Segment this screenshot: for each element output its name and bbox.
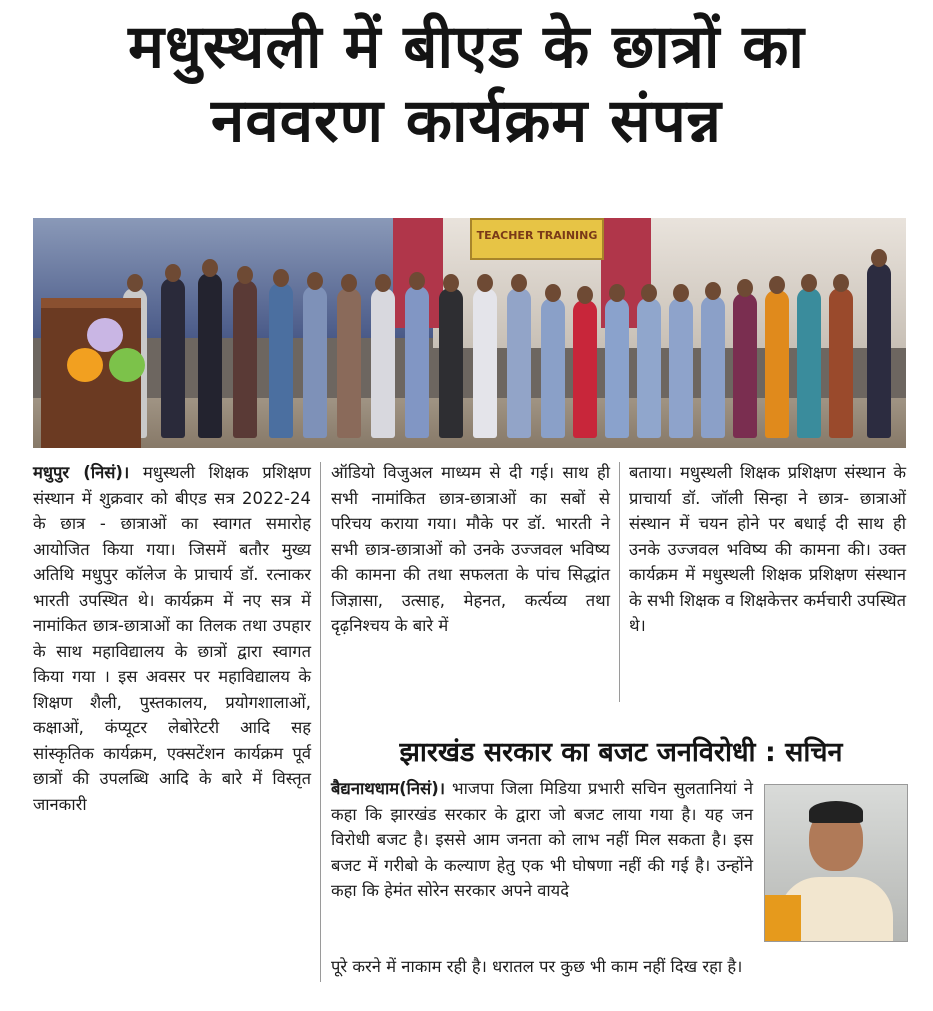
photo-person [337, 288, 361, 438]
photo-balloon [109, 348, 145, 382]
photo-person [733, 293, 757, 438]
article-dateline: मधुपुर (निसं)। [33, 463, 130, 482]
photo-person-head [833, 274, 849, 292]
column-rule [320, 462, 321, 982]
brief-body [331, 776, 753, 904]
photo-person-head [443, 274, 459, 292]
photo-person [541, 298, 565, 438]
photo-person [405, 286, 429, 438]
photo-person [198, 273, 222, 438]
photo-banner: TEACHER TRAINING [470, 218, 604, 260]
photo-person [507, 288, 531, 438]
photo-person-head [801, 274, 817, 292]
photo-person [669, 298, 693, 438]
photo-person-head [609, 284, 625, 302]
photo-person-head [673, 284, 689, 302]
photo-person [161, 278, 185, 438]
photo-person [829, 288, 853, 438]
article-column-3: बताया। मधुस्थली शिक्षक प्रशिक्षण संस्थान के प्राचार्या डॉ. जॉली सिन्हा ने छात्र- छात्राओं संस्थान में चयन होने पर बधाई दी साथ ही उनके उज्जवल भविष्य की कामना की। उक्त कार्यक्रम में मधुस्थली शिक्षक प्रशिक्षण संस्थान के सभी शिक्षक व शिक्षकेत्तर कर्मचारी उपस्थित थे। [629, 463, 906, 635]
brief-body-end: पूरे करने में नाकाम रही है। धरातल पर कुछ भी काम नहीं दिख रहा है। [331, 957, 743, 976]
photo-balloon [67, 348, 103, 382]
headline-line-1: मधुस्थली में बीएड के छात्रों का [128, 12, 805, 82]
photo-person [605, 298, 629, 438]
photo-person [269, 283, 293, 438]
photo-person-head [577, 286, 593, 304]
photo-person [473, 288, 497, 438]
brief-headline: झारखंड सरकार का बजट जनविरोधी : सचिन [399, 737, 843, 768]
photo-person-head [641, 284, 657, 302]
photo-person-head [165, 264, 181, 282]
portrait-vest [765, 895, 801, 942]
photo-person-head [127, 274, 143, 292]
photo-person [371, 288, 395, 438]
photo-person-head [375, 274, 391, 292]
photo-person-head [769, 276, 785, 294]
photo-person-head [545, 284, 561, 302]
group-photo [33, 218, 906, 448]
photo-person-head [307, 272, 323, 290]
photo-person [765, 290, 789, 438]
photo-person [637, 298, 661, 438]
article-headline [0, 10, 933, 158]
photo-person [867, 263, 891, 438]
photo-person [573, 300, 597, 438]
photo-person [233, 280, 257, 438]
article-column-2: ऑडियो विजुअल माध्यम से दी गई। साथ ही सभी नामांकित छात्र-छात्राओं का सबों से परिचय कराया गया। मौके पर डॉ. भारती ने सभी छात्र-छात्राओं को उनके उज्जवल भविष्य की कामना की तथा सफलता के पांच सिद्धांत जिज्ञासा, उत्साह, मेहनत, कर्त्यव्य तथा दृढ़निश्चय के बारे में [331, 463, 610, 635]
photo-person-head [341, 274, 357, 292]
photo-person-head [409, 272, 425, 290]
photo-person-head [477, 274, 493, 292]
portrait-hair [809, 801, 863, 823]
photo-person [439, 288, 463, 438]
portrait-photo [764, 784, 908, 942]
photo-person [797, 288, 821, 438]
column-rule [619, 462, 620, 702]
article-column-1-text: मधुस्थली शिक्षक प्रशिक्षण संस्थान में शुक्रवार को बीएड सत्र 2022-24 के छात्र - छात्राओं का स्वागत समारोह आयोजित किया गया। जिसमें बतौर मुख्य अतिथि मधुपुर कॉलेज के प्राचार्य डॉ. रत्नाकर भारती उपस्थित थे। कार्यक्रम में नए सत्र में नामांकित छात्र-छात्राओं का तिलक तथा उपहार के साथ महाविद्यालय के छात्रों द्वारा स्वागत किया गया । इस अवसर पर महाविद्यालय के शिक्षण शैली, पुस्तकालय, प्रयोगशालाओं, कक्षाओं, कंप्यूटर लेबोरेटरी आदि सह सांस्कृतिक कार्यक्रम, एक्सटेंशन कार्यक्रम पूर्व छात्रों की उपलब्धि आदि के बारे में विस्तृत जानकारी [33, 463, 311, 814]
article-column-1 [33, 460, 311, 817]
brief-dateline: बैद्यनाथधाम(निसं)। [331, 779, 445, 798]
photo-person-head [737, 279, 753, 297]
photo-person [303, 286, 327, 438]
photo-person-head [237, 266, 253, 284]
photo-person-head [871, 249, 887, 267]
photo-person-head [511, 274, 527, 292]
photo-person-head [705, 282, 721, 300]
photo-person-head [273, 269, 289, 287]
photo-person-head [202, 259, 218, 277]
photo-balloon [87, 318, 123, 352]
photo-person [701, 296, 725, 438]
brief-body-text: भाजपा जिला मिडिया प्रभारी सचिन सुलतानियां ने कहा कि झारखंड सरकार के द्वारा जो बजट लाया गया है। यह जन विरोधी बजट है। इससे आम जनता को लाभ नहीं मिल सकता है। इस बजट में गरीबो के कल्याण हेतु एक भी घोषणा नहीं की गई है। उन्होंने कहा कि हेमंत सोरेन सरकार अपने वायदे [331, 779, 753, 900]
headline-line-2: नववरण कार्यक्रम संपन्न [211, 86, 722, 156]
